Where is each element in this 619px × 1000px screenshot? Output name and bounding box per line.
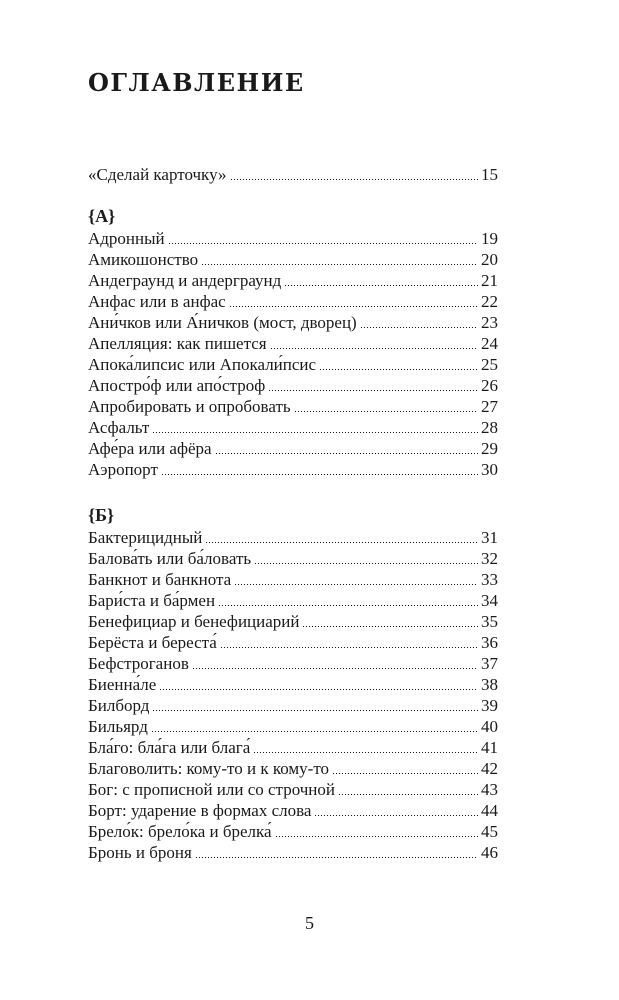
toc-entry-page: 24 [481,334,498,353]
dot-leader [201,264,478,265]
dot-leader [338,794,478,795]
toc-entry-label: Благоволить: кому-то и к кому-то [88,759,330,778]
toc-entry [88,396,498,417]
toc-entry-page: 27 [481,397,498,416]
toc-entry [88,611,498,632]
dot-leader [254,563,478,564]
toc-entry-page: 31 [481,528,498,547]
page-title: ОГЛАВЛЕНИЕ [88,68,305,97]
toc-entry-label: Берёста и береста́ [88,633,217,652]
toc-entry-page: 45 [481,822,498,841]
toc-entry-page: 37 [481,654,498,673]
dot-leader [302,626,478,627]
dot-leader [332,773,478,774]
toc-entry [88,779,498,800]
toc-entry [88,270,498,291]
dot-leader [294,411,478,412]
toc-entry-page: 35 [481,612,498,631]
toc-entry [88,527,498,548]
toc-entry [88,569,498,590]
dot-leader [230,179,479,180]
toc-entry-page: 34 [481,591,498,610]
toc-entry-label: Апробировать и опробовать [88,397,291,416]
dot-leader [168,243,478,244]
toc-entry-page: 19 [481,229,498,248]
toc-entry [88,354,498,375]
toc-entry-label: Апостро́ф или апо́строф [88,376,266,395]
toc-entry [88,459,498,480]
toc-entry [88,249,498,270]
dot-leader [195,857,478,858]
dot-leader [215,453,478,454]
toc-entry-label: Апока́липсис или Апокали́псис [88,355,317,374]
toc-entry [88,590,498,611]
toc-entry [88,417,498,438]
toc-entry [88,312,498,333]
dot-leader [152,432,478,433]
toc-entry-label: Бенефициар и бенефициарий [88,612,300,631]
section-heading-b: {Б} [88,505,115,525]
toc-entry-page: 32 [481,549,498,568]
dot-leader [151,731,478,732]
toc-entry-page: 46 [481,843,498,862]
toc-entry [88,842,498,863]
toc-entry [88,674,498,695]
toc-entry [88,716,498,737]
toc-entry-page: 39 [481,696,498,715]
toc-entry-page: 40 [481,717,498,736]
toc-section-b [88,503,498,863]
toc-entry-page: 41 [481,738,498,757]
toc-entry [88,758,498,779]
toc-entry [88,632,498,653]
toc-intro [88,164,498,185]
toc-entry [88,438,498,459]
dot-leader [205,542,478,543]
toc-entry-intro [88,164,498,185]
toc-entry-label: Асфальт [88,418,150,437]
toc-entry-page: 20 [481,250,498,269]
toc-entry-page: 43 [481,780,498,799]
toc-entry-label: Борт: ударение в формах слова [88,801,312,820]
toc-entry-label: Балова́ть или ба́ловать [88,549,252,568]
toc-entry-label: Адронный [88,229,165,248]
dot-leader [270,348,478,349]
toc-entry-page: 30 [481,460,498,479]
page-number: 5 [305,913,314,933]
toc-entry-label: Амикошонство [88,250,199,269]
toc-entry [88,800,498,821]
dot-leader [284,285,478,286]
toc-entry-label: Апелляция: как пишется [88,334,267,353]
toc-entry [88,737,498,758]
toc-entry [88,695,498,716]
toc-entry-label: Банкнот и банкнота [88,570,232,589]
toc-entry-label: Бактерицидный [88,528,203,547]
toc-entry-page: 22 [481,292,498,311]
dot-leader [275,836,478,837]
toc-entry-label: Бари́ста и ба́рмен [88,591,216,610]
toc-entry-page: 38 [481,675,498,694]
toc-entry-label: Бефстроганов [88,654,189,673]
toc-entry-label: Аэропорт [88,460,158,479]
toc-entry [88,228,498,249]
dot-leader [360,327,478,328]
toc-entry [88,333,498,354]
toc-entry-label: Билборд [88,696,150,715]
toc-entry-label: Бла́го: бла́га или блага́ [88,738,251,757]
dot-leader [218,605,478,606]
toc-entry-label: Андеграунд и андерграунд [88,271,282,290]
dot-leader [253,752,478,753]
toc-entry-label: «Сделай карточку» [88,165,227,184]
section-heading-a: {А} [88,206,116,226]
toc-entry [88,653,498,674]
toc-entry [88,548,498,569]
toc-entry [88,291,498,312]
dot-leader [192,668,478,669]
dot-leader [234,584,478,585]
toc-entry-page: 25 [481,355,498,374]
toc-entry-page: 42 [481,759,498,778]
toc-entry-label: Брело́к: брело́ка и брелка́ [88,822,272,841]
toc-entry-page: 33 [481,570,498,589]
toc-entry-page: 36 [481,633,498,652]
toc-entry-page: 29 [481,439,498,458]
toc-entry-label: Афе́ра или афёра [88,439,212,458]
toc-entry-page: 15 [481,165,498,184]
toc-entry-label: Бильярд [88,717,148,736]
dot-leader [220,647,478,648]
toc-entry-label: Бог: с прописной или со строчной [88,780,335,799]
toc-entry-label: Бронь и броня [88,843,192,862]
dot-leader [229,306,478,307]
toc-entry-page: 21 [481,271,498,290]
toc-entry-page: 23 [481,313,498,332]
dot-leader [314,815,478,816]
toc-entry-page: 44 [481,801,498,820]
toc-entry-page: 28 [481,418,498,437]
toc-entry-label: Анфас или в анфас [88,292,226,311]
dot-leader [159,689,478,690]
toc-entry-label: Биенна́ле [88,675,157,694]
toc-section-a [88,204,498,480]
toc-entry-label: Ани́чков или А́ничков (мост, дворец) [88,313,357,332]
dot-leader [161,474,478,475]
toc-entry [88,375,498,396]
toc-entry [88,821,498,842]
toc-entry-page: 26 [481,376,498,395]
dot-leader [152,710,478,711]
dot-leader [268,390,478,391]
dot-leader [319,369,478,370]
